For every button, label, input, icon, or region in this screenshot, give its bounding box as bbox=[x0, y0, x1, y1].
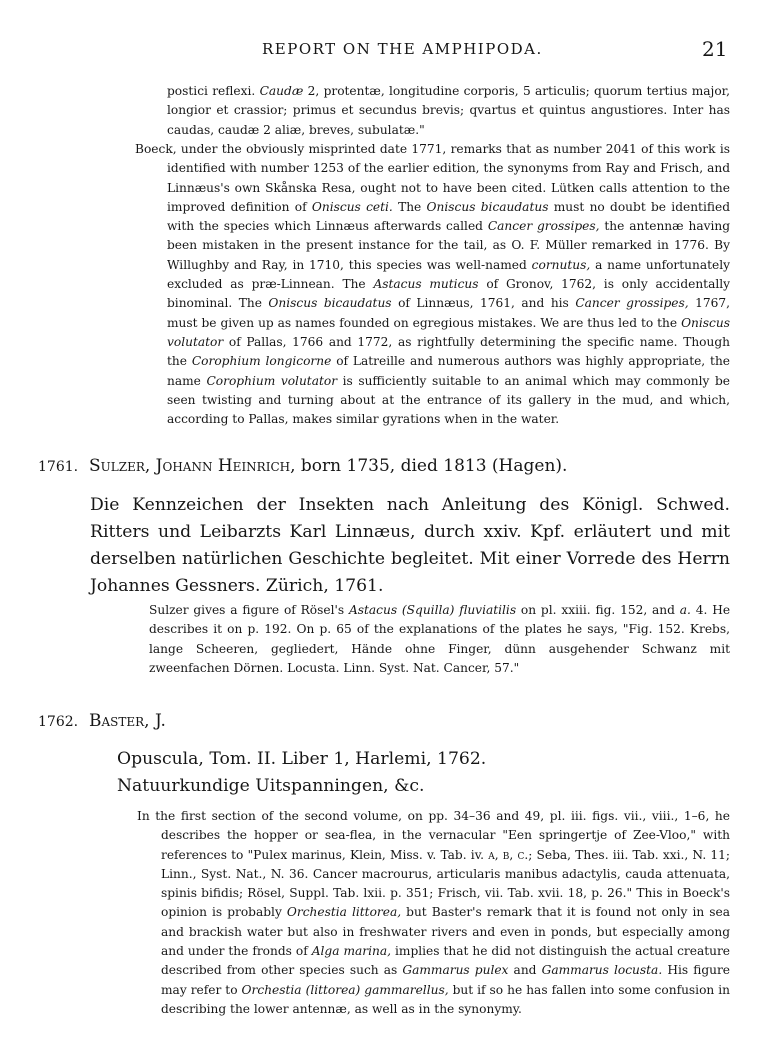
taxon-name: Corophium volutator bbox=[206, 373, 338, 388]
commentary-text: 1767, must be given up as names founded on egregious mistakes. We are thus led to the bbox=[167, 296, 731, 330]
note-text: but if so he has fallen into some confusion in describing the lower antennæ, as well as in the synonymy. bbox=[161, 982, 731, 1016]
entry-author: Baster, J. bbox=[89, 711, 166, 731]
entry-year: 1761. bbox=[38, 459, 79, 475]
taxon-name: Gammarus locusta. bbox=[541, 963, 663, 978]
entry-title-1762 bbox=[117, 746, 730, 800]
taxon-name: Oniscus bicaudatus bbox=[426, 199, 549, 214]
quote-text: postici reflexi. bbox=[167, 84, 256, 98]
entry-heading-1762 bbox=[38, 711, 166, 731]
note-text: a. bbox=[679, 603, 691, 617]
note-text: implies that he did not distinguish the actual creature described from other species such as bbox=[161, 944, 731, 978]
taxon-name: Alga marina, bbox=[311, 944, 392, 959]
quote-text: 2, protentæ, longitudine corporis, 5 articulis; quorum tertius major, longior et crassior; primus et secundus brevis; qvartus et quintus angustiores. Inter has caudas, caudæ 2 aliæ, breves, subulatæ." bbox=[167, 84, 731, 137]
work-title: Die Kennzeichen der Insekten nach Anleitung des Königl. Schwed. Ritters und Leibarzts Karl Linnæus, durch xxiv. Kpf. erläutert und mit derselben natürlichen Geschichte begleitet. Mit einer Vorrede des Herrn Johannes Gessners. Zürich, 1761. bbox=[90, 495, 730, 596]
commentary-text: of Pallas, 1766 and 1772, as rightfully determining the specific name. Though the bbox=[167, 334, 731, 369]
running-header bbox=[0, 37, 776, 64]
note-text: but Baster's remark that it is found not only in sea and brackish water but also in freshwater rivers and even in ponds, but especially among and under the fronds of bbox=[161, 905, 731, 959]
taxon-name: Oniscus bicaudatus bbox=[268, 296, 392, 311]
taxon-name: Gammarus pulex bbox=[402, 963, 509, 978]
commentary-text: the antennæ having been mistaken in the present instance for the tail, as O. F. Müller remarked in 1776. By Willughby and Ray, in 1710, this species was well-named bbox=[167, 219, 731, 272]
commentary-text: is sufficiently suitable to an animal which may commonly be seen twisting and turning about at the entrance of its gallery in the mud, and which, according to Pallas, makes similar gyrations when in the water. bbox=[167, 373, 730, 427]
continued-quotation bbox=[167, 82, 730, 140]
note-text: 4. He describes it on p. 192. On p. 65 of the explanations of the plates he says, "Fig. 152. Krebs, lange Scheeren, gegliedert, Hände ohne Finger, dünn ausgehender Schwanz mit zweenfachen Dörnen. Locusta. Linn. Syst. Nat. Cancer, 57." bbox=[149, 603, 731, 675]
page-number: 21 bbox=[702, 37, 728, 61]
commentary-text: of Gronov, 1762, is only accidentally binominal. The bbox=[167, 277, 731, 311]
author-dates: born 1735, died 1813 (Hagen). bbox=[300, 456, 568, 476]
taxon-name: Oniscus volutator bbox=[167, 315, 730, 349]
taxon-name: Orchestia (littorea) gammarellus, bbox=[241, 982, 449, 997]
note-text: on pl. xxiii. fig. 152, and bbox=[520, 603, 675, 617]
entry-author: Sulzer, Johann Heinrich, bbox=[89, 456, 296, 476]
commentary-text: of Latreille and numerous authors was highly appropriate, the name bbox=[167, 354, 730, 388]
note-text: In the first section of the second volume, on pp. 34–36 and 49, pl. iii. figs. vii., viii., 1–6, he describes the hopper or sea-flea, in the vernacular "Een springertje of Zee-Vloo," with references to "Pulex marinus, Klein, Miss. v. Tab. iv. bbox=[137, 809, 730, 862]
taxon-name: Corophium longicorne bbox=[191, 354, 332, 369]
work-title: Opuscula, Tom. II. Liber 1, Harlemi, 1762. bbox=[117, 749, 487, 769]
taxon-name: cornutus, bbox=[531, 257, 591, 272]
boeck-commentary bbox=[135, 140, 730, 429]
commentary-text: a name unfortunately excluded as præ-Linnean. The bbox=[167, 257, 731, 292]
note-text: Seba, Thes. iii. Tab. xxi., N. 11; Linn., Syst. Nat., N. 36. Cancer macrourus, articularis manibus adactylis, cauda attenuata, spinis bifidis; Rösel, Suppl. Tab. lxii. p. 351; Frisch, vii. Tab. xvii. 18, p. 26." This in Boeck's opinion is probably bbox=[161, 847, 731, 920]
entry-note-1762 bbox=[137, 807, 730, 1019]
note-text: Sulzer gives a figure of Rösel's bbox=[149, 603, 345, 617]
entry-heading-1761 bbox=[38, 456, 567, 476]
commentary-text: Boeck, under the obviously misprinted date 1771, remarks that as number 2041 of this work is identified with number 1253 of the earlier edition, the synonyms from Ray and Frisch, and Linnæus's own Skånska Resa, ought not to have been cited. Lütken calls attention to the improved definition of bbox=[135, 142, 730, 214]
taxon-name: Cancer grossipes, bbox=[487, 219, 600, 234]
commentary-text: The bbox=[398, 199, 422, 214]
taxon-name: Orchestia littorea, bbox=[286, 905, 402, 920]
taxon-name: Astacus (Squilla) fluviatilis bbox=[348, 603, 517, 617]
note-text: His figure may refer to bbox=[161, 963, 731, 997]
note-text: and bbox=[513, 963, 537, 978]
note-text: a, b, c.; bbox=[488, 847, 533, 862]
commentary-text: of Linnæus, 1761, and his bbox=[398, 296, 569, 311]
commentary-text: must no doubt be identified with the species which Linnæus afterwards called bbox=[167, 199, 730, 234]
entry-title-1761 bbox=[90, 492, 730, 600]
running-title: REPORT ON THE AMPHIPODA. bbox=[262, 40, 543, 58]
taxon-name: Cancer grossipes, bbox=[575, 296, 689, 311]
entry-note-1761 bbox=[149, 601, 730, 678]
taxon-name: Oniscus ceti. bbox=[311, 199, 393, 214]
taxon-name: Caudæ bbox=[259, 84, 304, 98]
taxon-name: Astacus muticus bbox=[373, 277, 479, 292]
work-title: Natuurkundige Uitspanningen, &c. bbox=[117, 776, 425, 796]
entry-year: 1762. bbox=[38, 714, 79, 730]
